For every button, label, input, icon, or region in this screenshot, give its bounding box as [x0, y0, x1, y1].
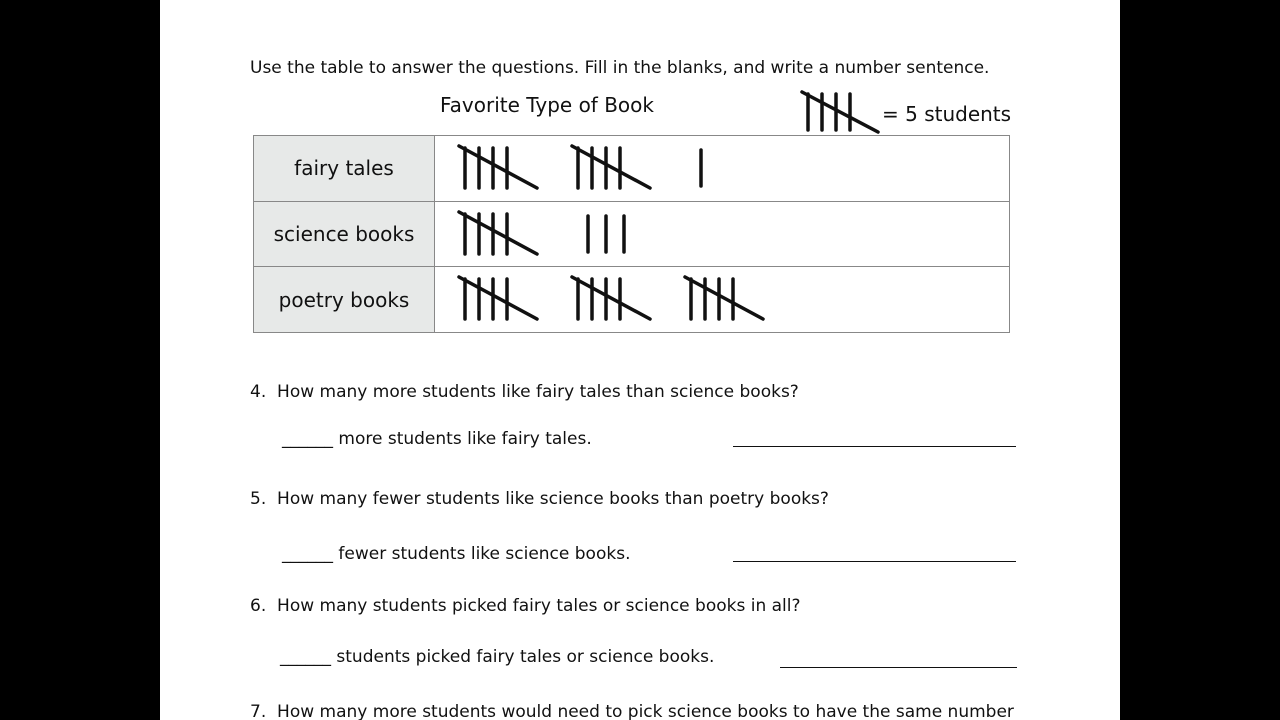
answer-4: [282, 429, 592, 449]
question-number: 7.: [250, 702, 267, 720]
table-title: Favorite Type of Book: [440, 93, 654, 117]
table-row: [254, 201, 1010, 267]
tally-slash: [459, 277, 537, 319]
table-row: [254, 136, 1010, 202]
instructions: Use the table to answer the questions. Fill in the blanks, and write a number sentence.: [250, 58, 990, 78]
tally-marks: [435, 201, 1010, 267]
answer-text: more students like fairy tales.: [338, 429, 592, 449]
tally-table: [253, 135, 1010, 333]
answer-blank[interactable]: ______: [282, 544, 333, 564]
answer-5: [282, 544, 630, 564]
answer-text: fewer students like science books.: [338, 544, 631, 564]
question-text: How many fewer students like science books than poetry books?: [277, 489, 829, 509]
row-label: poetry books: [254, 267, 435, 333]
tally-slash: [459, 146, 537, 188]
tally-slash: [685, 277, 763, 319]
answer-6: [280, 647, 714, 667]
question-text: How many more students would need to pick science books to have the same number: [277, 702, 1014, 720]
tally-slash: [572, 277, 650, 319]
question-number: 6.: [250, 596, 267, 616]
question-6: [250, 596, 801, 616]
number-sentence-line[interactable]: [733, 561, 1016, 562]
tally-slash: [572, 146, 650, 188]
row-label: fairy tales: [254, 136, 435, 202]
tally-key-icon: [800, 88, 880, 136]
answer-text: students picked fairy tales or science books.: [336, 647, 715, 667]
question-text: How many more students like fairy tales than science books?: [277, 382, 799, 402]
table-row: [254, 267, 1010, 333]
tally-slash: [459, 212, 537, 254]
question-number: 4.: [250, 382, 267, 402]
number-sentence-line[interactable]: [780, 667, 1017, 668]
question-5: [250, 489, 829, 509]
tally-marks: [435, 136, 1010, 202]
question-number: 5.: [250, 489, 267, 509]
tally-key-label: = 5 students: [882, 102, 1012, 126]
tally-marks: [435, 267, 1010, 333]
worksheet-page: [160, 0, 1120, 720]
answer-blank[interactable]: ______: [280, 647, 331, 667]
question-7: [250, 702, 1014, 720]
question-text: How many students picked fairy tales or science books in all?: [277, 596, 801, 616]
question-4: [250, 382, 799, 402]
answer-blank[interactable]: ______: [282, 429, 333, 449]
number-sentence-line[interactable]: [733, 446, 1016, 447]
row-label: science books: [254, 201, 435, 267]
